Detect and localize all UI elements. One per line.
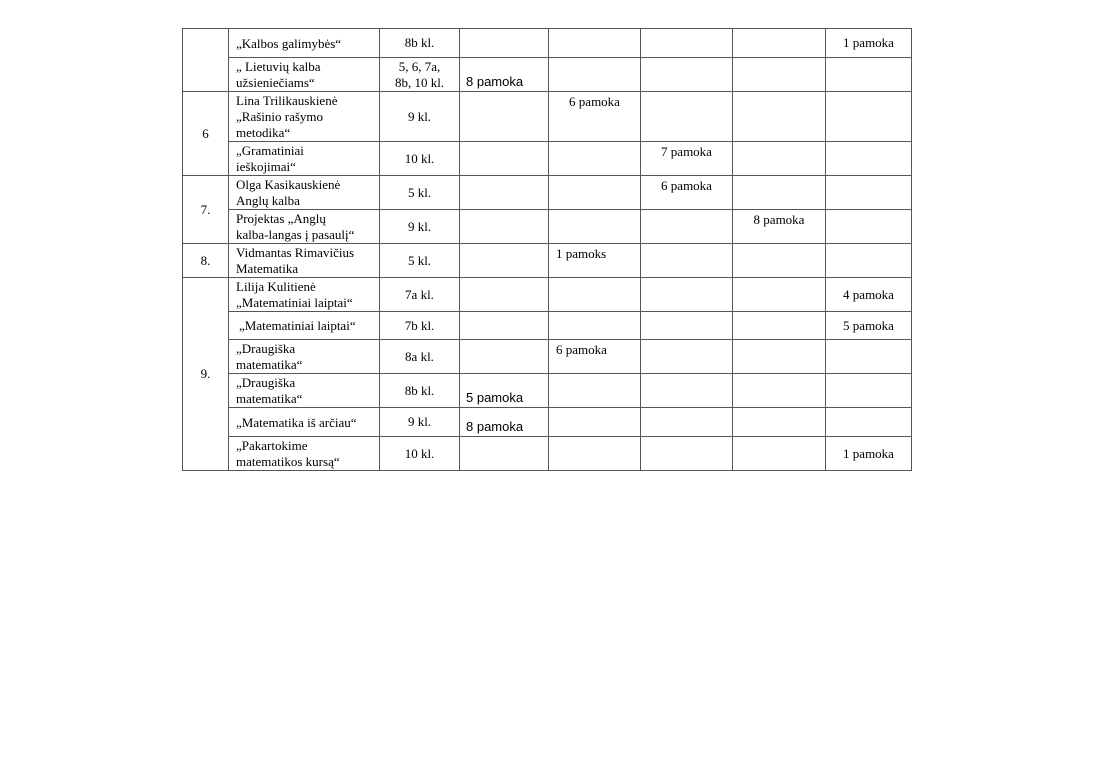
row-number-cell: 6 <box>183 92 229 176</box>
table-row <box>183 408 912 437</box>
activity-name: „Kalbos galimybės“ <box>236 35 342 51</box>
class-label: 8b kl. <box>404 35 435 50</box>
slot-cell: 1 pamoka <box>826 29 912 58</box>
table-row <box>183 176 912 210</box>
row-number-cell: 7. <box>183 176 229 244</box>
table-row <box>183 340 912 374</box>
activity-cell: Olga Kasikauskienė Anglų kalba <box>229 176 380 210</box>
class-cell: 10 kl. <box>380 437 460 471</box>
class-cell: 7a kl. <box>380 278 460 312</box>
table-row <box>183 278 912 312</box>
slot-cell: 8 pamoka <box>460 408 549 437</box>
activity-cell: „Draugiška matematika“ <box>229 374 380 408</box>
row-number-cell: 8. <box>183 244 229 278</box>
slot-cell: 6 pamoka <box>549 92 641 142</box>
slot-cell: 4 pamoka <box>826 278 912 312</box>
activity-cell: „Draugiška matematika“ <box>229 340 380 374</box>
table-row <box>183 244 912 278</box>
activity-cell: Lilija Kulitienė „Matematiniai laiptai“ <box>229 278 380 312</box>
activity-cell: Vidmantas Rimavičius Matematika <box>229 244 380 278</box>
table-row <box>183 210 912 244</box>
activity-cell: „Pakartokime matematikos kursą“ <box>229 437 380 471</box>
class-cell: 8b kl. <box>380 374 460 408</box>
activity-cell: „Matematika iš arčiau“ <box>229 408 380 437</box>
slot-cell: 8 pamoka <box>733 210 826 244</box>
activity-cell <box>229 29 380 58</box>
row-number-cell <box>183 29 229 92</box>
table-row <box>183 142 912 176</box>
class-cell: 10 kl. <box>380 142 460 176</box>
class-cell: 9 kl. <box>380 210 460 244</box>
class-cell: 8a kl. <box>380 340 460 374</box>
schedule-table <box>182 28 912 471</box>
activity-cell: „Matematiniai laiptai“ <box>229 312 380 340</box>
activity-cell: Projektas „Anglų kalba-langas į pasaulį“ <box>229 210 380 244</box>
slot-cell: 1 pamoka <box>826 437 912 471</box>
activity-cell: Lina Trilikauskienė „Rašinio rašymo metodika“ <box>229 92 380 142</box>
row-number-cell: 9. <box>183 278 229 471</box>
class-cell: 7b kl. <box>380 312 460 340</box>
class-cell: 9 kl. <box>380 92 460 142</box>
slot-cell: 5 pamoka <box>826 312 912 340</box>
teacher-name: Olga Kasikauskienė <box>236 177 341 192</box>
class-cell: 5, 6, 7a, 8b, 10 kl. <box>380 58 460 92</box>
table-row <box>183 437 912 471</box>
teacher-name: Vidmantas Rimavičius <box>236 245 355 260</box>
table-row <box>183 92 912 142</box>
teacher-name: Lina Trilikauskienė <box>236 93 338 108</box>
class-cell: 5 kl. <box>380 244 460 278</box>
activity-cell: „ Lietuvių kalba užsieniečiams“ <box>229 58 380 92</box>
slot-cell: 7 pamoka <box>641 142 733 176</box>
class-cell: 5 kl. <box>380 176 460 210</box>
table-row <box>183 312 912 340</box>
slot-cell: 8 pamoka <box>460 58 549 92</box>
slot-cell: 6 pamoka <box>641 176 733 210</box>
table-row <box>183 29 912 58</box>
class-cell <box>380 29 460 58</box>
slot-cell: 1 pamoks <box>549 244 641 278</box>
class-cell: 9 kl. <box>380 408 460 437</box>
teacher-name: Lilija Kulitienė <box>236 279 316 294</box>
slot-cell: 6 pamoka <box>549 340 641 374</box>
table-row <box>183 58 912 92</box>
slot-cell: 5 pamoka <box>460 374 549 408</box>
activity-cell: „Gramatiniai ieškojimai“ <box>229 142 380 176</box>
table-row <box>183 374 912 408</box>
